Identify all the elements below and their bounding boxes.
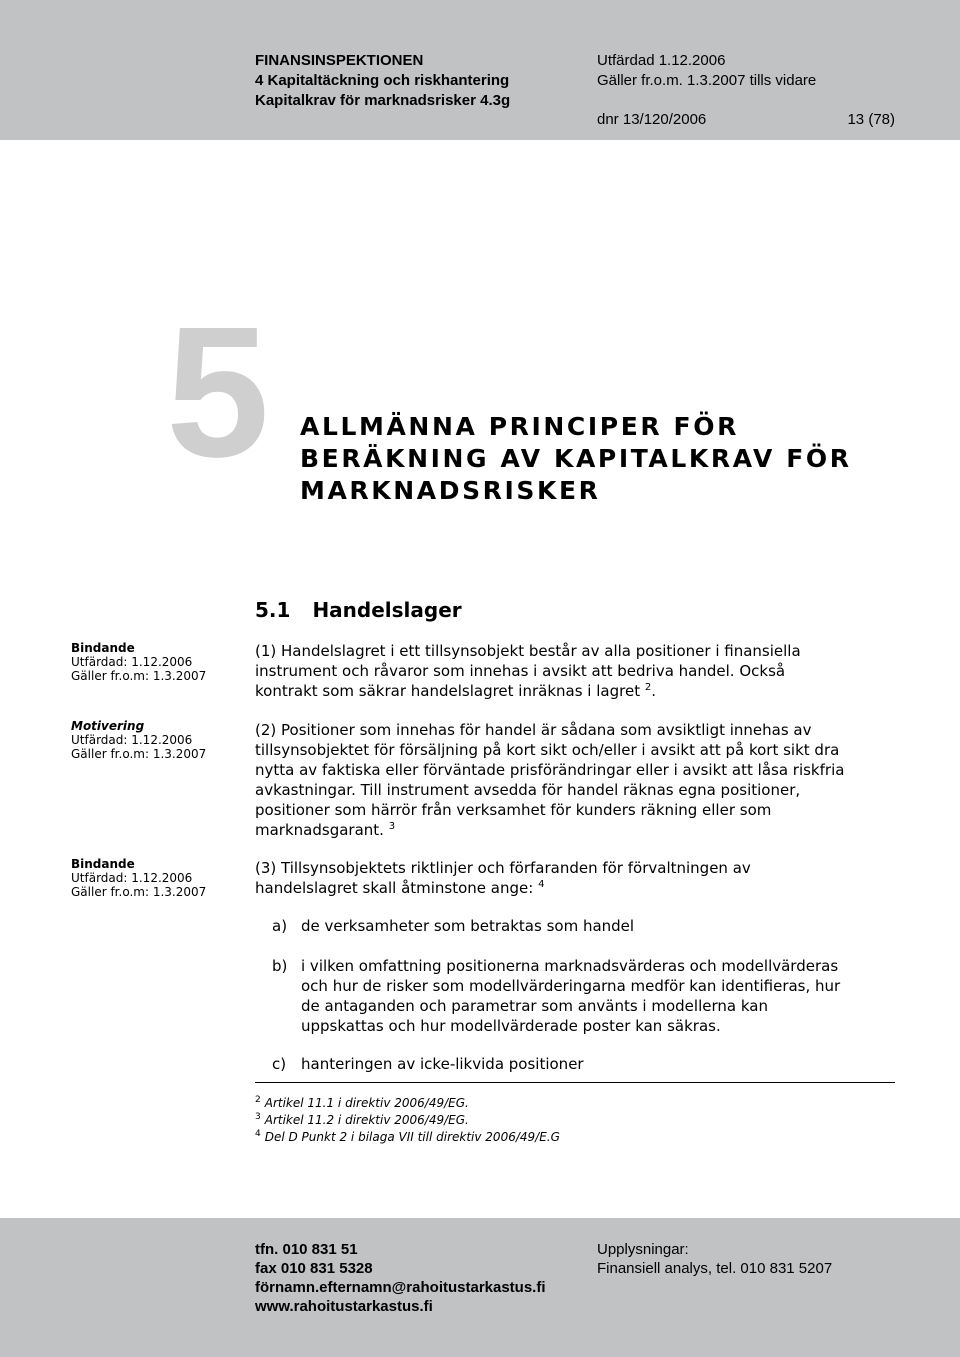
- paragraph-line: avkastningar. Till instrument avsedda för handel räknas egna positioner,: [255, 781, 801, 799]
- footnotes: [255, 1093, 560, 1144]
- footer-info-value: Finansiell analys, tel. 010 831 5207: [597, 1260, 833, 1277]
- header-dnr: dnr 13/120/2006: [597, 111, 707, 128]
- chapter-number: 5: [166, 289, 270, 496]
- list-label: a): [272, 917, 288, 935]
- chapter-title-line: BERÄKNING AV KAPITALKRAV FÖR: [300, 444, 852, 473]
- list-label: b): [272, 957, 288, 975]
- header-ref-row: [597, 111, 895, 128]
- list-text: de verksamheter som betraktas som handel: [301, 917, 635, 935]
- header-section: 4 Kapitaltäckning och riskhantering: [255, 72, 510, 89]
- margin-note-valid: Gäller fr.o.m: 1.3.2007: [71, 669, 207, 683]
- margin-note-type: Bindande: [71, 857, 135, 871]
- section-heading: [255, 598, 462, 622]
- chapter-title-line: MARKNADSRISKER: [300, 476, 601, 505]
- header-document: Kapitalkrav för marknadsrisker 4.3g: [255, 92, 511, 109]
- header-left: [255, 51, 510, 111]
- paragraph-1: [255, 641, 905, 701]
- footer-info: [597, 1240, 832, 1278]
- margin-note-type: Motivering: [71, 719, 145, 733]
- header-org: FINANSINSPEKTIONEN: [255, 52, 424, 69]
- paragraph-line: tillsynsobjektet för försäljning på kort sikt och/eller i avsikt att på kort sikt dra: [255, 741, 840, 759]
- paragraph-line: kontrakt som säkrar handelslagret inräknas i lagret $^2$.: [255, 682, 657, 700]
- page-number: 13 (78): [847, 111, 895, 128]
- margin-note-issued: Utfärdad: 1.12.2006: [71, 733, 193, 747]
- paragraph-line: (1) Handelslagret i ett tillsynsobjekt består av alla positioner i finansiella: [255, 642, 801, 660]
- footnote-ref: 4: [538, 879, 545, 890]
- footnote-divider: [255, 1082, 895, 1083]
- margin-note-motivation: [71, 719, 206, 761]
- footer-web: www.rahoitustarkastus.fi: [255, 1298, 433, 1315]
- paragraph-line: handelslagret skall åtminstone ange: $^4$: [255, 879, 545, 897]
- list-text: hanteringen av icke-likvida positioner: [301, 1055, 584, 1073]
- header-issued: Utfärdad 1.12.2006: [597, 52, 726, 69]
- margin-note-type: Bindande: [71, 641, 135, 655]
- paragraph-line: (3) Tillsynsobjektets riktlinjer och förfaranden för förvaltningen av: [255, 859, 751, 877]
- footer-email: förnamn.efternamn@rahoitustarkastus.fi: [255, 1279, 546, 1296]
- margin-note-valid: Gäller fr.o.m: 1.3.2007: [71, 885, 207, 899]
- paragraph-2: [255, 720, 905, 840]
- page-header: [0, 0, 960, 140]
- footer-fax: fax 010 831 5328: [255, 1260, 373, 1277]
- margin-note-valid: Gäller fr.o.m: 1.3.2007: [71, 747, 207, 761]
- section-number: 5.1: [255, 598, 291, 622]
- list-label: c): [272, 1055, 287, 1073]
- list-text: i vilken omfattning positionerna marknadsvärderas och modellvärderas och hur de risker som modellvärderingarna medför kan identifieras, hur de antaganden och parametrar som använts i modellerna kan uppskattas och hur modellvärderade poster kan säkras.: [301, 957, 841, 1035]
- paragraph-line: (2) Positioner som innehas för handel är sådana som avsiktligt innehas av: [255, 721, 812, 739]
- footnote: $^2$ Artikel 11.1 i direktiv 2006/49/EG.: [255, 1095, 469, 1110]
- paragraph-line: positioner som härrör från verksamhet för kunders räkning eller som: [255, 801, 772, 819]
- footer-info-label: Upplysningar:: [597, 1241, 689, 1258]
- paragraph-line: nytta av faktiska eller förväntade prisförändringar eller i avsikt att låsa riskfria: [255, 761, 845, 779]
- margin-note-issued: Utfärdad: 1.12.2006: [71, 655, 193, 669]
- footer-contact: [255, 1240, 546, 1316]
- footer-phone: tfn. 010 831 51: [255, 1241, 358, 1258]
- paragraph-line: marknadsgarant. $^3$: [255, 821, 396, 839]
- paragraph-line: instrument och råvaror som innehas i avsikt att bedriva handel. Också: [255, 662, 786, 680]
- page-footer: [0, 1218, 960, 1357]
- chapter-title-line: ALLMÄNNA PRINCIPER FÖR: [300, 412, 739, 441]
- margin-note-issued: Utfärdad: 1.12.2006: [71, 871, 193, 885]
- footnote: $^3$ Artikel 11.2 i direktiv 2006/49/EG.: [255, 1112, 469, 1127]
- chapter-title: [300, 411, 852, 507]
- footnote-ref: 2: [644, 682, 652, 693]
- margin-note-binding: [71, 641, 206, 683]
- paragraph-3: [255, 858, 905, 898]
- margin-note-binding: [71, 857, 206, 899]
- header-valid: Gäller fr.o.m. 1.3.2007 tills vidare: [597, 72, 817, 89]
- section-title: Handelslager: [312, 598, 462, 622]
- footnote-ref: 3: [388, 821, 396, 832]
- header-right: [597, 51, 816, 91]
- footnote: $^4$ Del D Punkt 2 i bilaga VII till direktiv 2006/49/E.G: [255, 1129, 560, 1144]
